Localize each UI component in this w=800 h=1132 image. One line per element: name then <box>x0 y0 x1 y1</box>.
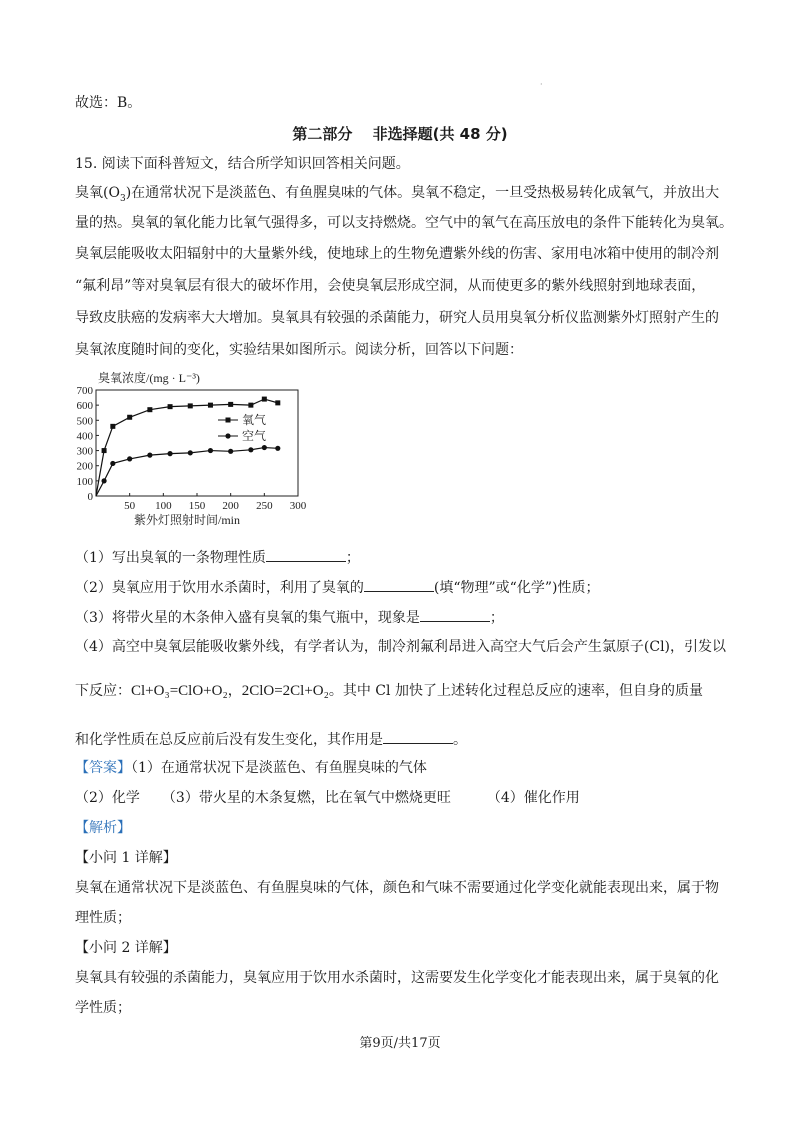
y-axis-label: 臭氧浓度/(mg · L⁻³) <box>98 371 200 385</box>
x-tick-label: 150 <box>188 500 206 512</box>
previous-answer: 故选：B。 <box>75 95 142 111</box>
y-tick-label: 100 <box>76 475 93 488</box>
question-intro: 15. 阅读下面科普短文，结合所学知识回答相关问题。 <box>75 156 410 172</box>
data-point-square <box>102 448 107 453</box>
x-tick-label: 200 <box>222 500 239 512</box>
data-point-circle <box>147 453 152 458</box>
y-tick-label: 200 <box>76 460 93 473</box>
data-point-circle <box>228 449 233 454</box>
y-tick-label: 300 <box>76 445 93 458</box>
data-point-circle <box>248 447 253 452</box>
data-point-circle <box>167 451 172 456</box>
text-run: 。 <box>453 732 467 748</box>
legend-label-oxygen: 氧气 <box>242 413 267 427</box>
reaction-equation-2: 2ClO=2Cl+O₂ <box>241 683 329 699</box>
text-run: )在通常状况下是淡蓝色、有鱼腥臭味的气体。臭氧不稳定，一旦受热极易转化成氧气，并放出大 <box>125 185 720 201</box>
data-point-square <box>262 397 267 402</box>
answer-line-2 <box>75 791 580 805</box>
stray-mark: · <box>540 80 543 89</box>
text-run: 和化学性质在总反应前后没有发生变化，其作用是 <box>75 732 383 748</box>
data-point-circle <box>208 448 213 453</box>
data-point-square <box>188 403 193 408</box>
data-point-circle <box>127 456 132 461</box>
analysis-line: 学性质； <box>75 1000 131 1016</box>
legend-label-air: 空气 <box>242 429 267 443</box>
y-tick-label: 600 <box>76 400 93 413</box>
paragraph-line: “氟利昂”等对臭氧层有很大的破坏作用，会使臭氧层形成空洞，从而使更多的紫外线照射到地球表面， <box>75 278 706 294</box>
text-run: （2）臭氧应用于饮用水杀菌时，利用了臭氧的 <box>75 580 364 596</box>
y-tick-label: 700 <box>76 385 93 397</box>
data-point-square <box>168 404 173 409</box>
y-tick-label: 0 <box>87 491 93 503</box>
x-tick-label: 100 <box>155 500 172 512</box>
text-run: （1）写出臭氧的一条物理性质 <box>75 550 266 566</box>
x-axis-label: 紫外灯照射时间/min <box>133 513 241 526</box>
answer-blank <box>420 609 490 622</box>
text-run: 臭氧(O <box>75 185 120 201</box>
data-point-circle <box>188 450 193 455</box>
answer-3: （3）带火星的木条复燃，比在氧气中燃烧更旺 <box>161 790 451 806</box>
page-number: 第9页/共17页 <box>359 1036 441 1051</box>
text-run: ； <box>345 550 360 566</box>
data-point-circle <box>262 445 267 450</box>
data-point-square <box>147 407 152 412</box>
x-tick-label: 250 <box>256 500 273 512</box>
data-point-circle <box>101 478 106 483</box>
analysis-line: 臭氧在通常状况下是淡蓝色、有鱼腥臭味的气体，颜色和气味不需要通过化学变化就能表现出来，属于物 <box>75 880 719 896</box>
text-run: (填“物理”或“化学”)性质； <box>433 580 600 596</box>
answer-blank <box>383 731 453 744</box>
question-1 <box>75 549 360 565</box>
analysis-subtitle-1: 【小问 1 详解】 <box>75 850 177 866</box>
analysis-line: 臭氧具有较强的杀菌能力，臭氧应用于饮用水杀菌时，这需要发生化学变化才能表现出来，属于臭氧的化 <box>75 970 719 986</box>
reaction-equation-1: Cl+O₃=ClO+O₂ <box>131 683 228 699</box>
paragraph-line: 臭氧层能吸收太阳辐射中的大量紫外线，使地球上的生物免遭紫外线的伤害、家用电冰箱中使用的制冷剂 <box>75 246 719 262</box>
answer-line-1 <box>75 761 427 775</box>
data-point-circle <box>110 461 115 466</box>
answer-2: （2）化学 <box>75 790 140 806</box>
section-title: 第二部分 非选择题(共 48 分) <box>292 125 508 143</box>
analysis-tag: 【解析】 <box>75 820 131 836</box>
question-4: （4）高空中臭氧层能吸收紫外线，有学者认为，制冷剂氟利昂进入高空大气后会产生氯原子(Cl)，引发以 <box>75 639 727 655</box>
question-4-end <box>75 731 467 747</box>
question-3 <box>75 609 504 625</box>
answer-blank <box>364 579 434 592</box>
data-point-square <box>208 403 213 408</box>
text-run: 下反应： <box>75 683 131 699</box>
analysis-line: 理性质； <box>75 910 131 926</box>
answer-4: （4）催化作用 <box>486 790 580 806</box>
answer-1: （1）在通常状况下是淡蓝色、有鱼腥臭味的气体 <box>131 760 427 776</box>
x-tick-label: 300 <box>289 500 307 512</box>
y-tick-label: 400 <box>76 430 93 443</box>
analysis-subtitle-2: 【小问 2 详解】 <box>75 940 177 956</box>
data-point-square <box>275 400 280 405</box>
question-4-reactions <box>75 684 703 699</box>
data-point-square <box>228 402 233 407</box>
paragraph-line: 量的热。臭氧的氧化能力比氧气强得多，可以支持燃烧。空气中的氧气在高压放电的条件下能转化为臭氧。 <box>75 215 733 231</box>
y-tick-label: 500 <box>76 415 93 428</box>
data-point-square <box>248 403 253 408</box>
text-run: ， <box>227 683 242 699</box>
text-run: 。其中 Cl 加快了上述转化过程总反应的速率，但自身的质量 <box>328 683 703 699</box>
legend-marker-circle <box>225 433 230 438</box>
series-line-air <box>96 448 278 496</box>
paragraph-line: 臭氧浓度随时间的变化，实验结果如图所示。阅读分析，回答以下问题： <box>75 342 523 358</box>
question-2 <box>75 579 599 595</box>
data-point-square <box>110 424 115 429</box>
ozone-chart <box>70 366 320 526</box>
legend-marker-square <box>226 418 231 423</box>
data-point-square <box>127 415 132 420</box>
text-run: （3）将带火星的木条伸入盛有臭氧的集气瓶中，现象是 <box>75 610 420 626</box>
subscript: 3 <box>119 193 126 204</box>
x-tick-label: 50 <box>124 500 136 512</box>
paragraph-line: 导致皮肤癌的发病率大大增加。臭氧具有较强的杀菌能力，研究人员用臭氧分析仪监测紫外灯照射产生的 <box>75 310 719 326</box>
answer-tag: 【答案】 <box>75 760 131 776</box>
text-run: ； <box>489 610 504 626</box>
data-point-circle <box>275 446 280 451</box>
answer-blank <box>266 549 346 562</box>
paragraph-line <box>75 186 719 204</box>
